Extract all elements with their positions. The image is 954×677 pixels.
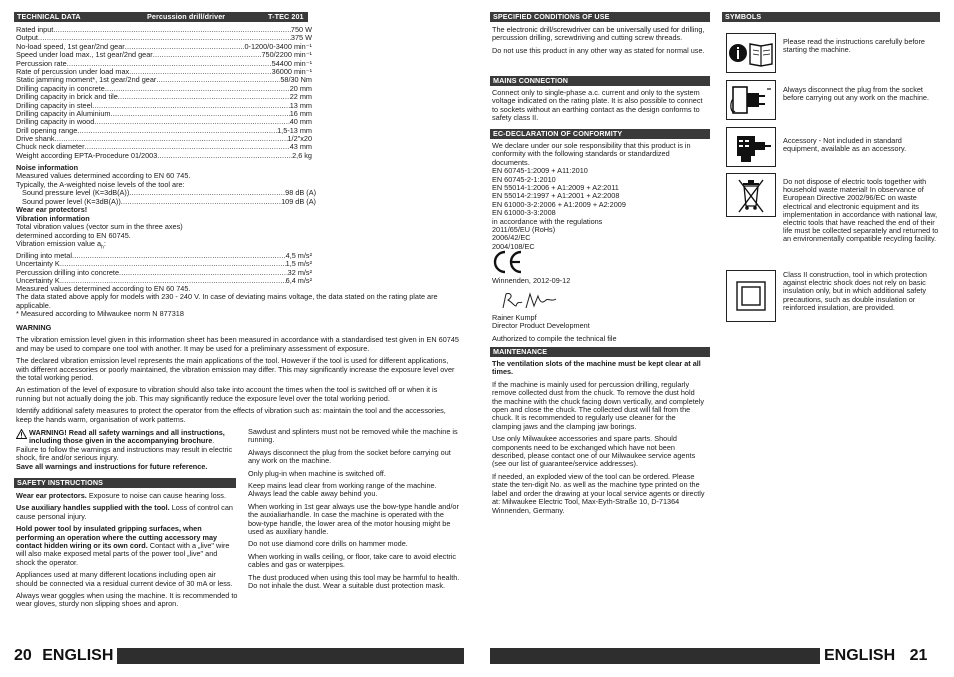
spec-row [16, 60, 312, 68]
technical-data-header [14, 12, 308, 22]
safety-instructions-header: SAFETY INSTRUCTIONS [14, 478, 236, 488]
maintenance-paragraph [492, 435, 706, 469]
leader-dots [153, 51, 262, 59]
spec-row-value: 22 mm [289, 93, 312, 102]
safety-item [16, 492, 238, 500]
warning-heading: WARNING [16, 323, 52, 332]
spec-row-value: 16 mm [289, 109, 312, 118]
spec-row-value: 750/2200 min⁻¹ [261, 51, 312, 60]
spec-row [16, 135, 312, 143]
leader-dots [60, 260, 286, 268]
spec-row-label: Rate of percussion under load max. [16, 67, 132, 76]
spec-row-label: Output [16, 34, 38, 43]
leader-dots [129, 189, 285, 197]
warning-box [16, 429, 238, 471]
safety-item [16, 592, 238, 609]
warning-section [16, 324, 460, 428]
leader-dots [67, 60, 272, 68]
signer-block [492, 314, 706, 343]
spec-row [16, 51, 312, 59]
leader-dots [77, 127, 277, 135]
ec-standard: EN 55014-2:1997 + A1:2001 + A2:2008 [492, 191, 620, 201]
spec-row [16, 143, 312, 151]
ec-standard: 2006/42/EC [492, 233, 531, 243]
spec-row [16, 152, 312, 160]
safety-paragraph: When working in walls ceiling, or floor, take care to avoid electric cables and gas or waterpipes. [248, 551, 457, 570]
spec-row [16, 85, 312, 93]
measurement-notes [16, 285, 452, 319]
ec-header: EC-DECLARATION OF CONFORMITY [490, 129, 710, 139]
vibration-row-label: Uncertainty K [16, 260, 60, 269]
warning-triangle-icon [16, 429, 27, 439]
ec-standard: EN 60745-1:2009 + A11:2010 [492, 166, 588, 176]
safety-paragraph: Keep mains lead clear from working range of the machine. Always lead the cable away behind you. [248, 481, 437, 499]
safety-item [16, 525, 238, 567]
spec-row [16, 26, 312, 34]
warning-box-text: . Failure to follow the warnings and instructions may result in electric shock, fire and/or serious injury. [16, 436, 233, 463]
technical-data-subtitle: Percussion drill/driver [147, 12, 226, 21]
noise-heading: Noise information [16, 163, 79, 172]
spec-row-value: 13 mm [289, 101, 312, 110]
vibration-row-value: 1,5 m/s² [285, 260, 312, 269]
ec-standard: EN 60745-2-1:2010 [492, 174, 556, 184]
safety-item [16, 571, 238, 588]
symbol-description: Do not dispose of electric tools together with household waste material! In observance of European Directive 2002/96/EC on waste electrical and electronic equipment and its implementation in accordance with national law, electric tools that have reached the end of their life must be collected separately and returned to an environmentally compatible recycling facility. [783, 177, 939, 244]
spec-row-value: 750 W [290, 26, 312, 34]
warning-box-save: Save all warnings and instructions for future reference. [16, 461, 208, 471]
safety-item-bold: Wear ear protectors. [16, 491, 87, 500]
spec-row-value: 54400 min⁻¹ [271, 59, 312, 68]
technical-data-title: TECHNICAL DATA [17, 12, 81, 21]
safety-paragraph: Always disconnect the plug from the socket before carrying out any work on the machine. [248, 447, 451, 466]
voltage-note: The data stated above apply for models with 230 - 240 V. In case of deviating mains voltage, the data stated on the rating plate are applicable. [16, 292, 438, 310]
spec-row-label: Drilling capacity in Aluminium [16, 109, 111, 118]
safety-item-text: Always wear goggles when using the machine. It is recommended to wear gloves, sturdy non slipping shoes and apron. [16, 591, 238, 609]
leader-dots [85, 143, 290, 151]
spec-row-label: Drilling capacity in wood [16, 118, 95, 127]
ec-standard: 2004/108/EC [492, 241, 535, 251]
signature-image [500, 290, 560, 312]
maintenance-paragraph-text: If needed, an exploded view of the tool can be ordered. Please state the ten-digit No. as well as the machine type printed on the label and order the drawing at your local service agents or directly at: Milwaukee Electric Tool, Max-Eyth-Straße 10, D-71364 Winnenden, Germany. [492, 471, 705, 515]
spec-row-label: Drilling capacity in brick and tile [16, 93, 118, 102]
spec-row-value: 36000 min⁻¹ [271, 67, 312, 76]
safety-item-text: Contact with a „live" wire will also make exposed metal parts of the power tool „live" and shock the operator. [16, 541, 230, 567]
ec-standard: EN 61000-3-2:2006 + A1:2009 + A2:2009 [492, 199, 626, 209]
spec-row-value: 40 mm [289, 118, 312, 127]
spec-row-label: Drilling capacity in steel [16, 101, 93, 110]
footer-left [14, 646, 117, 666]
vibration-heading: Vibration information [16, 214, 90, 223]
conditions-section [492, 26, 706, 59]
spec-row-label: No-load speed, 1st gear/2nd gear [16, 42, 125, 51]
spec-row-value: 375 W [290, 34, 312, 43]
leader-dots [111, 110, 290, 118]
spec-row-value: 0-1200/0-3400 min⁻¹ [244, 42, 312, 51]
ce-mark [492, 250, 524, 274]
mains-header: MAINS CONNECTION [490, 76, 710, 86]
signer-title: Director Product Development [492, 321, 590, 331]
spec-row-label: Weight according EPTA-Procedure 01/2003 [16, 151, 158, 160]
leader-dots [72, 252, 286, 260]
noise-row-value: 98 dB (A) [285, 189, 316, 198]
spec-row [16, 110, 312, 118]
ec-standard: EN 55014-1:2006 + A1:2009 + A2:2011 [492, 183, 619, 193]
milwaukee-note: * Measured according to Milwaukee norm N 877318 [16, 309, 184, 319]
vibration-row-label: Drilling into metal [16, 252, 72, 261]
page-number-left: 20 [14, 647, 32, 664]
spec-row [16, 68, 312, 76]
symbols-header: SYMBOLS [722, 12, 940, 22]
vibration-line-3: Vibration emission value $a_h$: [16, 239, 106, 251]
warning-paragraph: The vibration emission level given in this information sheet has been measured in accordance with a standardised test given in EN 60745 and may be used to compare one tool with another. It may be used for a preliminary assessment of exposure. [16, 335, 459, 353]
leader-dots [156, 76, 280, 84]
place-date: Winnenden, 2012-09-12 [492, 276, 571, 285]
vibration-row-label: Percussion drilling into concrete [16, 268, 120, 277]
safety-paragraph: The dust produced when using this tool may be harmful to health. Do not inhale the dust. Wear a suitable dust protection mask. [248, 572, 460, 591]
safety-items [16, 492, 238, 613]
vibration-line-1: Total vibration values (vector sum in the three axes) [16, 222, 183, 232]
spec-row [16, 34, 312, 42]
spec-row-value: 20 mm [289, 84, 312, 93]
noise-row [22, 189, 316, 197]
maintenance-paragraph-text: Use only Milwaukee accessories and spare parts. Should components need to be exchanged which have not been described, please contact one of our Milwaukee service agents (see our list of guarantee/service addresses). [492, 434, 696, 469]
unplug-icon [726, 80, 776, 120]
conditions-header: SPECIFIED CONDITIONS OF USE [490, 12, 710, 22]
vibration-row-value: 6,4 m/s² [285, 277, 312, 286]
spec-row-label: Percussion rate [16, 59, 67, 68]
maintenance-paragraph [492, 381, 706, 431]
spec-row-value: 43 mm [289, 143, 312, 152]
ec-standard: 2011/65/EU (RoHs) [492, 225, 556, 235]
safety-item-bold: Hold power tool by insulated gripping surfaces, when performing an operation where the cutting accessory may contact hidden wiring or its own cord. [16, 524, 218, 551]
ec-standard: EN 61000-3-3:2008 [492, 208, 556, 218]
safety-col2 [248, 428, 460, 595]
spec-row [16, 118, 312, 126]
vibration-row [16, 269, 312, 277]
safety-paragraph: Sawdust and splinters must not be removed while the machine is running. [248, 427, 458, 445]
ec-intro: We declare under our sole responsibility that this product is in conformity with the following standards or standardized documents. [492, 141, 691, 167]
symbol-description: Accessory - Not included in standard equipment, available as an accessory. [783, 136, 907, 154]
symbol-description: Always disconnect the plug from the socket before carrying out any work on the machine. [783, 85, 930, 103]
leader-dots [94, 118, 289, 126]
warning-paragraph: An estimation of the level of exposure to vibration should also take into account the times when the tool is switched off or when it is running but not actually doing the job. This may significantly reduce the exposure level over the total working period. [16, 385, 438, 403]
spec-row-label: Static jamming moment*, 1st gear/2nd gear [16, 76, 157, 85]
spec-row-value: 2,6 kg [292, 151, 312, 160]
maintenance-header: MAINTENANCE [490, 347, 710, 357]
read-instructions-icon [726, 33, 776, 73]
leader-dots [125, 43, 245, 51]
maintenance-paragraph-bold: The ventilation slots of the machine must be kept clear at all times. [492, 359, 701, 377]
safety-item-text: Exposure to noise can cause hearing loss. [86, 491, 226, 500]
mains-text: Connect only to single-phase a.c. current and only to the system voltage indicated on the rating plate. It is also possible to connect to sockets without an earthing contact as the design conforms to safety class II. [492, 88, 703, 123]
page-number-right: 21 [909, 647, 928, 664]
vibration-row-value: 4,5 m/s² [285, 252, 312, 261]
safety-item-text: Loss of control can cause personal injury. [16, 503, 233, 521]
maintenance-section [492, 360, 706, 519]
authorized-text: Authorized to compile the technical file [492, 333, 617, 343]
leader-dots [105, 85, 290, 93]
noise-row-label: Sound power level (K=3dB(A)) [22, 197, 121, 206]
symbol-description: Please read the instructions carefully before starting the machine. [783, 37, 925, 55]
vibration-row-label: Uncertainty K [16, 277, 60, 286]
spec-row-label: Rated input [16, 26, 54, 34]
conditions-paragraph: The electronic drill/screwdriver can be universally used for drilling, percussion drilling, screwdriving and cutting screw threads. [492, 25, 705, 43]
spec-row-label: Drill opening range [16, 126, 78, 135]
ce-mark-icon [492, 250, 524, 274]
page-language-left: ENGLISH [42, 647, 114, 664]
class-ii-icon [726, 270, 776, 322]
signer-name: Rainer Kumpf [492, 313, 537, 322]
maintenance-paragraph-text: If the machine is mainly used for percussion drilling, regularly remove collected dust from the chuck. To remove the dust hold the machine with the chuck facing down vertically, and completely open and close the chuck. The collected dust will fall from the chuck. It is recommended to regularly use cleaner for the clamping jaws and the clamping jaw borings. [492, 379, 704, 431]
noise-row-value: 109 dB (A) [281, 197, 316, 206]
noise-line-2: Typically, the A-weighted noise levels of the tool are: [16, 179, 185, 189]
leader-dots [92, 102, 289, 110]
spec-row-value: 1,5-13 mm [277, 126, 312, 135]
spec-row [16, 93, 312, 101]
warning-paragraph: Identify additional safety measures to protect the operator from the effects of vibration such as: maintain the tool and the accessories, keep the hands warm, organisation of work patterns. [16, 406, 446, 424]
maintenance-paragraph [492, 360, 706, 377]
safety-paragraph: Do not use diamond core drills on hammer mode. [248, 539, 408, 549]
spec-row-label: Speed under load max., 1st gear/2nd gear [16, 51, 153, 60]
leader-dots [157, 152, 292, 160]
spec-row-label: Drilling capacity in concrete [16, 84, 105, 93]
leader-dots [53, 26, 291, 34]
spec-row [16, 76, 312, 84]
weee-bin-icon [726, 173, 776, 217]
technical-data-model: T-TEC 201 [268, 12, 304, 21]
leader-dots [119, 269, 288, 277]
page-language-right: ENGLISH [824, 647, 896, 664]
safety-item-bold: Use auxiliary handles supplied with the tool. [16, 503, 170, 513]
ec-section [492, 142, 706, 251]
spec-row-value: 58/30 Nm [280, 76, 312, 85]
leader-dots [131, 68, 271, 76]
symbol-description: Class II construction, tool in which protection against electric shock does not rely on basic insulation only, but in which additional safety precautions, such as double insulation or reinforced insulation, are provided. [783, 270, 927, 312]
vibration-row [16, 260, 312, 268]
vibration-row [16, 252, 312, 260]
safety-paragraph: When working in 1st gear always use the bow-type handle and/or the auxialiarhandle. In case the machine is operated with the bow-type handle, the lower area of the motor housing might be used as auxiliary handle. [248, 501, 459, 537]
noise-section [16, 164, 316, 214]
leader-dots [55, 135, 288, 143]
spec-table [16, 26, 312, 160]
vibration-row-value: 32 m/s² [287, 268, 312, 277]
safety-item [16, 504, 238, 521]
noise-line-1: Measured values determined according to EN 60 745. [16, 171, 191, 181]
conditions-paragraph: Do not use this product in any other way as stated for normal use. [492, 45, 705, 55]
leader-dots [118, 93, 290, 101]
warning-paragraph: The declared vibration emission level represents the main applications of the tool. However if the tool is used for different applications, with different accessories or poorly maintained, the vibration emission may differ. This may significantly increase the exposure level over the total working period. [16, 356, 455, 383]
maintenance-paragraph [492, 473, 706, 515]
ec-standard: in accordance with the regulations [492, 216, 603, 226]
noise-protectors: Wear ear protectors! [16, 205, 88, 214]
spec-row-label: Chuck neck diameter [16, 143, 85, 152]
footer-right [820, 646, 954, 666]
safety-paragraph: Only plug-in when machine is switched off. [248, 468, 386, 478]
noise-row-label: Sound pressure level (K=3dB(A)) [22, 189, 130, 198]
safety-item-text: Appliances used at many different locations including open air should be connected via a residual current device of 30 mA or less. [16, 570, 233, 588]
accessory-icon [726, 127, 776, 167]
leader-dots [38, 34, 291, 42]
vibration-section [16, 215, 312, 286]
leader-dots [121, 198, 281, 206]
spec-row-value: 1/2"x20 [287, 135, 312, 144]
spec-row [16, 102, 312, 110]
signature [500, 290, 560, 312]
measured-note: Measured values determined according to EN 60 745. [16, 284, 191, 293]
spec-row [16, 43, 312, 51]
spec-row-label: Drive shank [16, 135, 55, 144]
spec-row [16, 127, 312, 135]
vibration-line-2: determined according to EN 60745. [16, 230, 131, 240]
warning-box-bold: WARNING! Read all safety warnings and all instructions, including those given in the accompanying brochure [29, 428, 225, 446]
